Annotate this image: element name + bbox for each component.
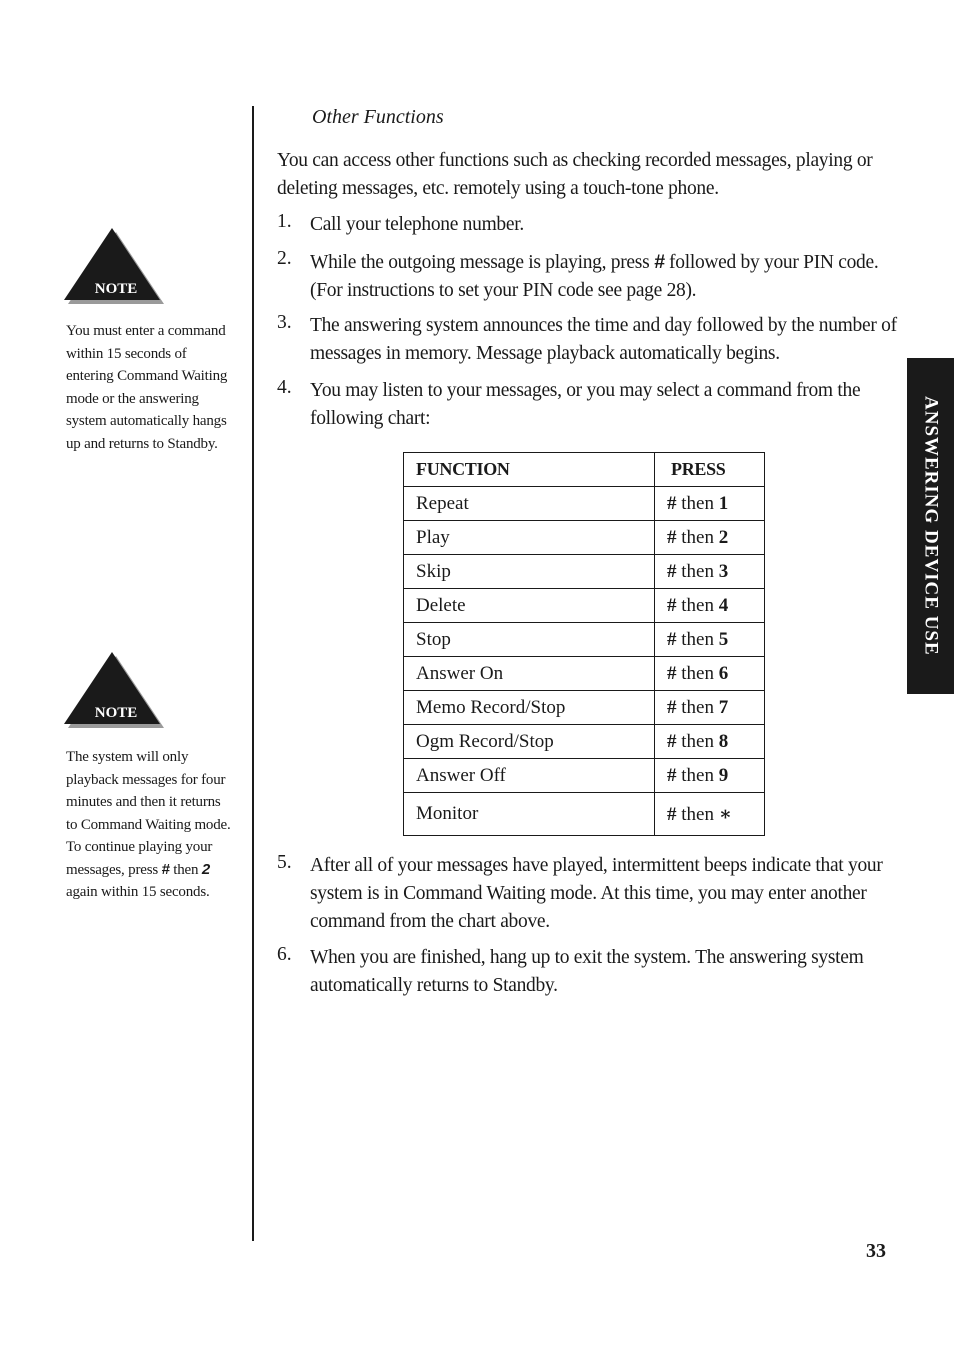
- note-2-line: The system will only: [66, 749, 189, 765]
- function-cell: Play: [404, 521, 655, 555]
- command-chart: [403, 452, 765, 836]
- note-2-line: minutes and then it returns: [66, 794, 221, 810]
- note-badge-label: NOTE: [94, 281, 138, 297]
- note-1-line: You must enter a command: [66, 323, 226, 339]
- press-cell: # then 5: [655, 623, 765, 657]
- note-1-text: [66, 320, 244, 455]
- function-cell: Monitor: [404, 793, 655, 836]
- section-tab-label: ANSWERING DEVICE USE: [920, 396, 942, 656]
- press-cell: # then 1: [655, 487, 765, 521]
- table-row: [404, 657, 765, 691]
- function-cell: Memo Record/Stop: [404, 691, 655, 725]
- press-cell: # then 9: [655, 759, 765, 793]
- function-cell: Ogm Record/Stop: [404, 725, 655, 759]
- table-row: [404, 589, 765, 623]
- digit-key: 2: [201, 860, 210, 878]
- note-1-line: up and returns to Standby.: [66, 435, 218, 452]
- table-row: [404, 521, 765, 555]
- note-2-line: to Command Waiting mode.: [66, 816, 231, 833]
- table-row: [404, 793, 765, 836]
- step-number: 1.: [277, 211, 292, 232]
- note-2-line: playback messages for four: [66, 771, 226, 788]
- column-divider: [252, 106, 254, 1241]
- note-badge-2: [64, 652, 164, 733]
- hash-key: #: [653, 251, 665, 273]
- note-1-line: within 15 seconds of: [66, 345, 187, 362]
- hash-key: #: [161, 860, 170, 878]
- press-cell: # then 3: [655, 555, 765, 589]
- table-row: [404, 759, 765, 793]
- step-text: When you are finished, hang up to exit the system. The answering system automatically returns to Standby.: [310, 947, 864, 996]
- intro-line: deleting messages, etc. remotely using a touch-tone phone.: [277, 178, 719, 199]
- press-cell: # then 7: [655, 691, 765, 725]
- note-1-line: mode or the answering: [66, 390, 199, 407]
- note-2-line: messages, press # then 2: [66, 860, 210, 878]
- table-row: [404, 487, 765, 521]
- press-cell: # then 6: [655, 657, 765, 691]
- step-number: 3.: [277, 312, 292, 333]
- press-cell: # then ∗: [655, 793, 765, 836]
- table-row: [404, 623, 765, 657]
- note-2-line: again within 15 seconds.: [66, 884, 210, 900]
- function-cell: Answer Off: [404, 759, 655, 793]
- step-text: You may listen to your messages, or you may select a command from the following chart:: [310, 380, 861, 429]
- note-1-line: entering Command Waiting: [66, 368, 228, 384]
- step-number: 5.: [277, 852, 292, 873]
- page-number: 33: [866, 1240, 886, 1262]
- note-2-line: To continue playing your: [66, 839, 213, 855]
- table-row: [404, 555, 765, 589]
- note-triangle-icon: [64, 652, 164, 728]
- section-tab: [907, 358, 954, 694]
- step-number: 4.: [277, 377, 292, 398]
- chart-header-function: FUNCTION: [404, 453, 655, 487]
- intro-paragraph: [277, 147, 872, 203]
- function-cell: Repeat: [404, 487, 655, 521]
- chart-header-row: [404, 453, 765, 487]
- press-cell: # then 8: [655, 725, 765, 759]
- step-number: 6.: [277, 944, 292, 965]
- table-row: [404, 725, 765, 759]
- intro-line: You can access other functions such as checking recorded messages, playing or: [277, 150, 873, 171]
- table-row: [404, 691, 765, 725]
- step-number: 2.: [277, 248, 292, 269]
- step-text: Call your telephone number.: [310, 214, 524, 235]
- step-text: While the outgoing message is playing, press # followed by your PIN code. (For instructions to set your PIN code see page 28).: [310, 251, 879, 301]
- section-heading: Other Functions: [312, 106, 444, 128]
- note-badge-1: [64, 228, 164, 309]
- press-cell: # then 4: [655, 589, 765, 623]
- chart-header-press: PRESS: [655, 453, 765, 487]
- note-2-text: [66, 746, 244, 904]
- step-text: The answering system announces the time and day followed by the number of messages in memory. Message playback automatically begins.: [310, 315, 897, 364]
- press-cell: # then 2: [655, 521, 765, 555]
- function-cell: Stop: [404, 623, 655, 657]
- function-cell: Skip: [404, 555, 655, 589]
- note-triangle-icon: [64, 228, 164, 304]
- function-cell: Delete: [404, 589, 655, 623]
- function-cell: Answer On: [404, 657, 655, 691]
- note-badge-label: NOTE: [94, 705, 138, 721]
- step-text: After all of your messages have played, intermittent beeps indicate that your system is in Command Waiting mode. At this time, you may enter another command from the chart above.: [310, 855, 883, 932]
- note-1-line: system automatically hangs: [66, 413, 227, 429]
